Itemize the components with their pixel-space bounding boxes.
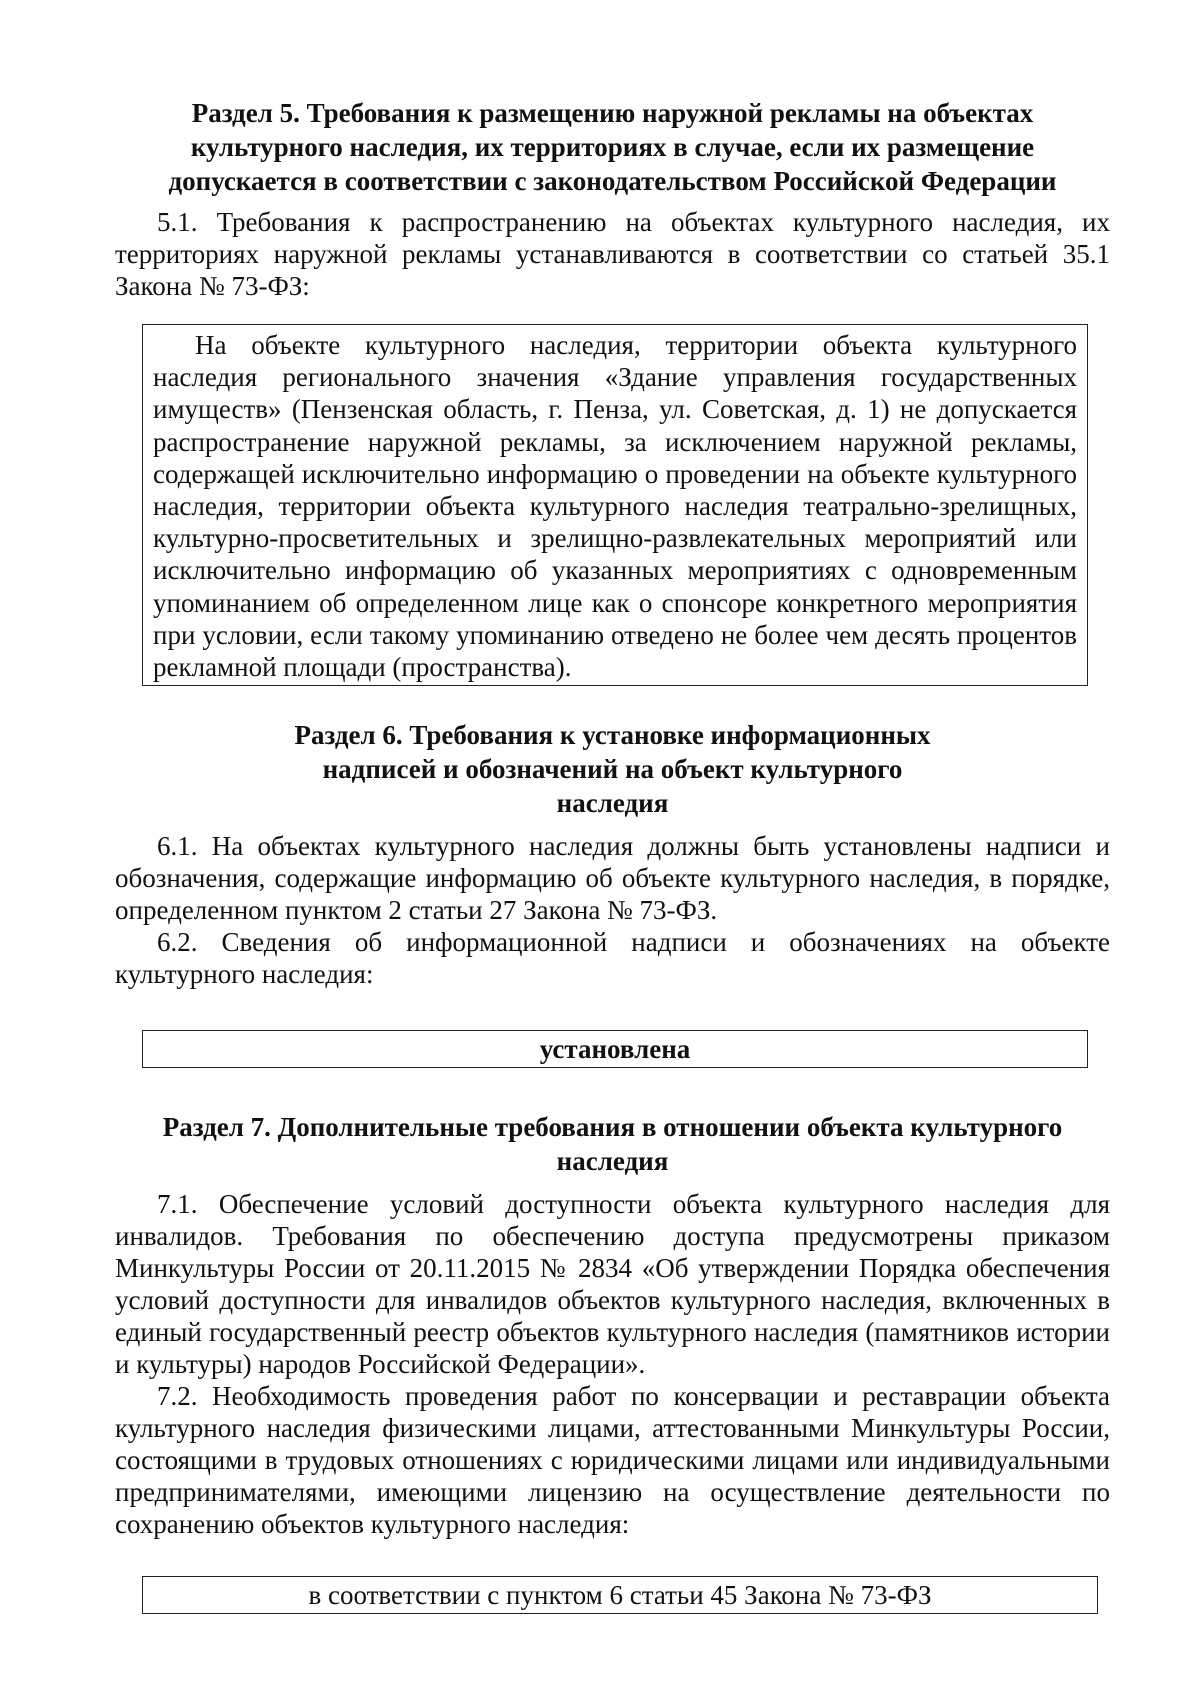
section-6-paragraph-1: 6.1. На объектах культурного наследия должны быть установлены надписи и обозначения, содержащие информацию об объекте культурного наследия, в порядке, определенном пунктом 2 статьи 27 Закона № 73-ФЗ. [115, 831, 1110, 926]
section-7-restoration-box [142, 1576, 1098, 1614]
section-5-heading: Раздел 5. Требования к размещению наружной рекламы на объектах культурного наследия, их территориях в случае, если их размещение допускается в соответствии с законодательством Российской Федерации [168, 98, 1057, 196]
section-5-box-text: На объекте культурного наследия, территории объекта культурного наследия регионального значения «Здание управления государственных имуществ» (Пензенская область, г. Пенза, ул. Советская, д. 1) не допускается распространение наружной рекламы, за исключением наружной рекламы, содержащей исключительно информацию о проведении на объекте культурного наследия, территории объекта культурного наследия театрально-зрелищных, культурно-просветительных и зрелищно-развлекательных мероприятий или исключительно информацию об указанных мероприятиях с одновременным упоминанием об определенном лице как о спонсоре конкретного мероприятия при условии, если такому упоминанию отведено не более чем десять процентов рекламной площади (пространства). [153, 330, 1077, 683]
document-page [115, 96, 1110, 1614]
section-7-box-text: в соответствии с пунктом 6 статьи 45 Закона № 73-ФЗ [308, 1580, 932, 1611]
section-7-paragraph-1: 7.1. Обеспечение условий доступности объекта культурного наследия для инвалидов. Требования по обеспечению доступа предусмотрены приказом Минкультуры России от 20.11.2015 № 2834 «Об утверждении Порядка обеспечения условий доступности для инвалидов объектов культурного наследия, включенных в единый государственный реестр объектов культурного наследия (памятников истории и культуры) народов Российской Федерации». [115, 1189, 1110, 1380]
section-5-paragraph-1: 5.1. Требования к распространению на объектах культурного наследия, их территориях наружной рекламы устанавливаются в соответствии со статьей 35.1 Закона № 73-ФЗ: [115, 207, 1110, 301]
section-5-advertising-box [142, 324, 1088, 686]
section-7-heading: Раздел 7. Дополнительные требования в отношении объекта культурного наследия [162, 1112, 1063, 1177]
section-7-paragraph-2: 7.2. Необходимость проведения работ по консервации и реставрации объекта культурного наследия физическими лицами, аттестованными Минкультуры России, состоящими в трудовых отношениях с юридическими лицами или индивидуальными предпринимателями, имеющими лицензию на осуществление деятельности по сохранению объектов культурного наследия: [115, 1381, 1110, 1540]
section-6-heading: Раздел 6. Требования к установке информационных надписей и обозначений на объект культурного наследия [294, 720, 931, 819]
section-6-box-text: установлена [539, 1034, 691, 1065]
section-6-inscription-box [142, 1030, 1088, 1068]
section-6-paragraph-2: 6.2. Сведения об информационной надписи и обозначениях на объекте культурного наследия: [115, 927, 1110, 990]
